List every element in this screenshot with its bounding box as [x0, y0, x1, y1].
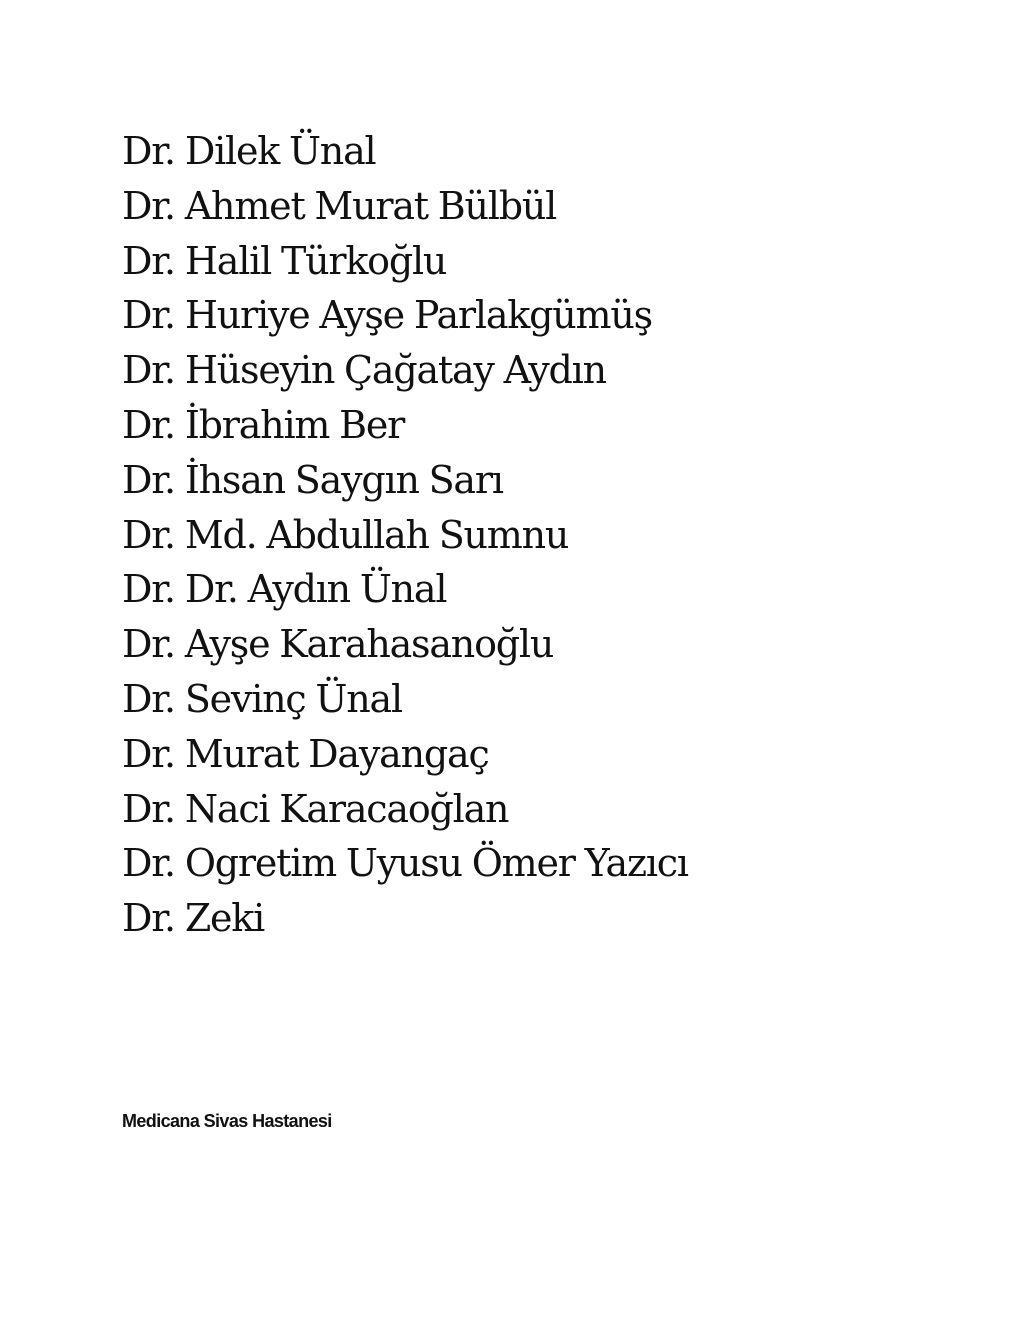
- doctor-name: Dr. İbrahim Ber: [122, 402, 405, 447]
- doctor-list: [122, 124, 688, 946]
- doctor-name: Dr. Ogretim Uyusu Ömer Yazıcı: [122, 841, 688, 886]
- doctor-name: Dr. Murat Dayangaç: [122, 731, 489, 776]
- hospital-name-footer: Medicana Sivas Hastanesi: [122, 1111, 332, 1131]
- doctor-name: Dr. Naci Karacaoğlan: [122, 786, 509, 831]
- doctor-name: Dr. Md. Abdullah Sumnu: [122, 512, 569, 557]
- doctor-name: Dr. Ahmet Murat Bülbül: [122, 183, 557, 228]
- doctor-name: Dr. Dilek Ünal: [122, 129, 376, 173]
- doctor-name: Dr. Halil Türkoğlu: [122, 238, 447, 283]
- doctor-name: Dr. İhsan Saygın Sarı: [122, 457, 503, 502]
- doctor-name: Dr. Huriye Ayşe Parlakgümüş: [122, 293, 652, 338]
- doctor-name: Dr. Dr. Aydın Ünal: [122, 567, 447, 612]
- doctor-name: Dr. Sevinç Ünal: [122, 676, 402, 721]
- doctor-name: Dr. Hüseyin Çağatay Aydın: [122, 348, 606, 393]
- doctor-name: Dr. Ayşe Karahasanoğlu: [122, 622, 554, 667]
- doctor-name: Dr. Zeki: [122, 896, 265, 941]
